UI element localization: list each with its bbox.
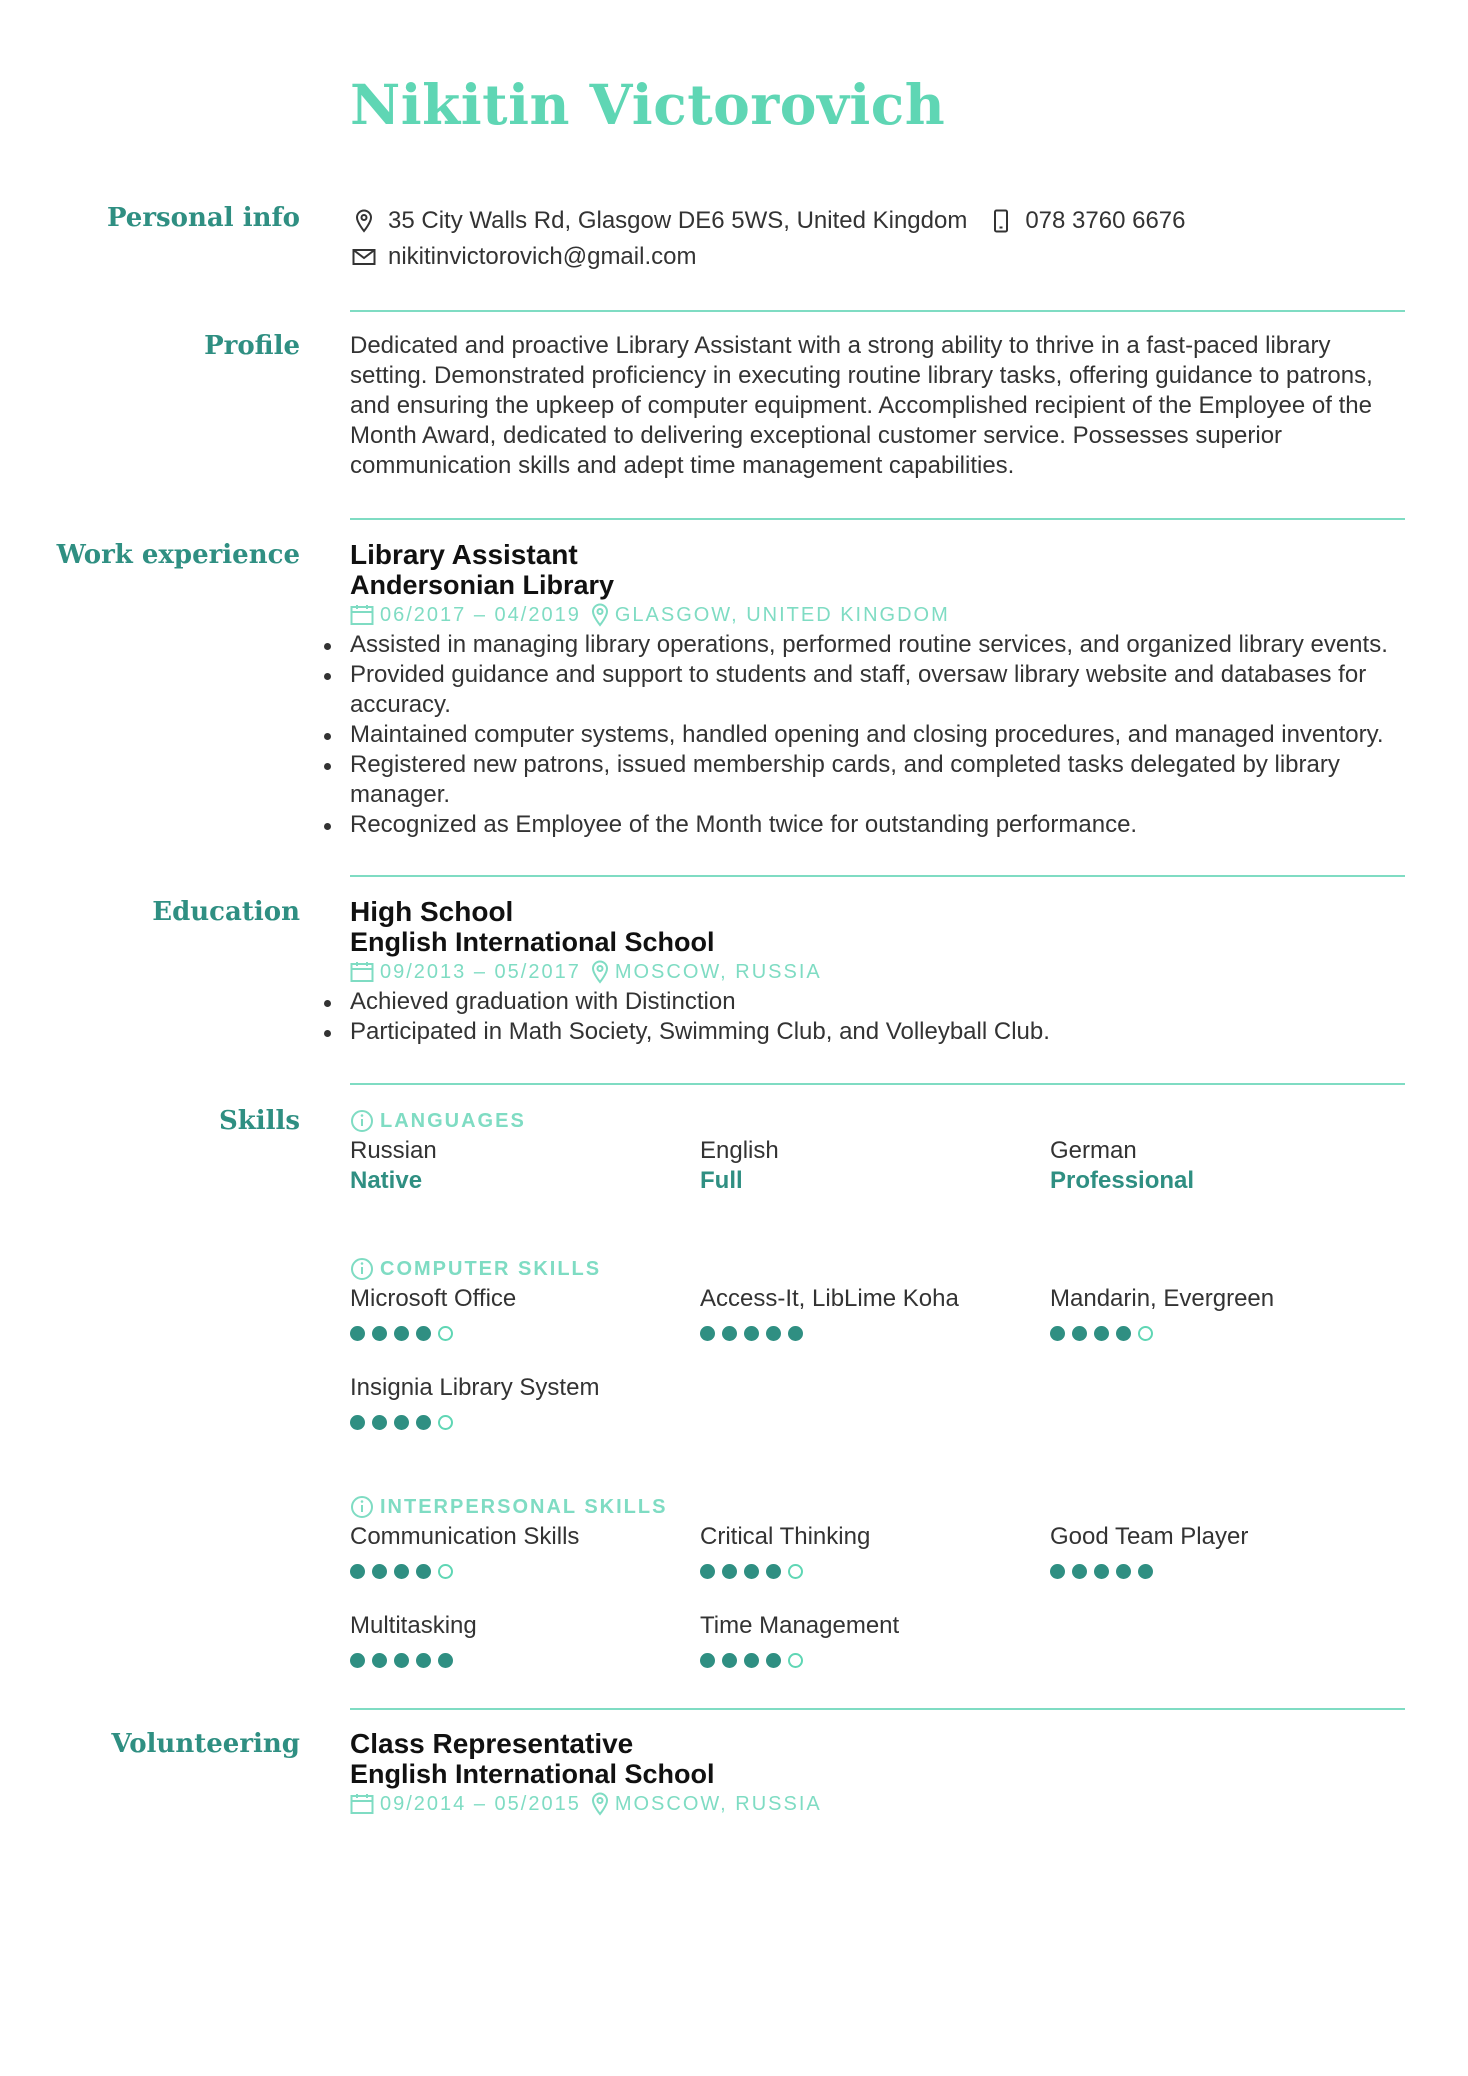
section-label-skills: Skills	[218, 1106, 300, 1136]
skill-rating	[700, 1653, 1050, 1668]
profile-line: and ensuring the upkeep of computer equipment. Accomplished recipient of the Employee of the	[350, 392, 1372, 419]
rating-dot-empty	[438, 1326, 453, 1341]
rating-dot-filled	[350, 1653, 365, 1668]
rating-dot-filled	[744, 1564, 759, 1579]
profile-line: setting. Demonstrated proficiency in executing routine library tasks, offering guidance to patrons,	[350, 362, 1373, 389]
skill-rating	[1050, 1564, 1400, 1579]
calendar-icon	[350, 1793, 374, 1815]
rating-dot-filled	[416, 1564, 431, 1579]
job-dates: 06/2017 – 04/2019	[380, 603, 581, 626]
rating-dot-filled	[1138, 1564, 1153, 1579]
rating-dot-filled	[1072, 1326, 1087, 1341]
skill-name: Access-It, LibLime Koha	[700, 1285, 959, 1312]
rating-dot-filled	[350, 1415, 365, 1430]
rating-dot-empty	[788, 1653, 803, 1668]
skill-name: Communication Skills	[350, 1523, 580, 1550]
rating-dot-filled	[372, 1653, 387, 1668]
rating-dot-filled	[766, 1564, 781, 1579]
employer-name: Andersonian Library	[350, 570, 615, 600]
language-level: Full	[700, 1167, 743, 1194]
rating-dot-filled	[394, 1326, 409, 1341]
location-pin-icon	[591, 1792, 609, 1816]
computer-skills-grid	[350, 1284, 1405, 1492]
info-icon	[350, 1109, 374, 1133]
language-level: Professional	[1050, 1167, 1195, 1194]
location-pin-icon	[350, 207, 378, 235]
location-pin-icon	[591, 960, 609, 984]
skill-rating	[1050, 1326, 1400, 1341]
info-icon	[350, 1257, 374, 1281]
rating-dot-filled	[700, 1564, 715, 1579]
rating-dot-filled	[438, 1653, 453, 1668]
education-dates: 09/2013 – 05/2017	[380, 960, 581, 983]
list-item: Recognized as Employee of the Month twice for outstanding performance.	[350, 810, 1405, 840]
volunteer-meta	[350, 1789, 1405, 1819]
rating-dot-filled	[416, 1415, 431, 1430]
profile-line: Month Award, dedicated to delivering exceptional customer service. Possesses superior	[350, 422, 1283, 449]
skill-item	[350, 1373, 700, 1430]
language-name: German	[1050, 1137, 1137, 1164]
rating-dot-filled	[766, 1653, 781, 1668]
language-level: Native	[350, 1167, 423, 1194]
rating-dot-filled	[1094, 1564, 1109, 1579]
divider	[350, 1083, 1405, 1085]
rating-dot-empty	[1138, 1326, 1153, 1341]
skill-rating	[350, 1653, 700, 1668]
rating-dot-filled	[350, 1326, 365, 1341]
rating-dot-filled	[1094, 1326, 1109, 1341]
skill-item	[350, 1522, 700, 1579]
list-item: Maintained computer systems, handled opening and closing procedures, and managed inventory.	[350, 720, 1405, 750]
list-item: Registered new patrons, issued membership cards, and completed tasks delegated by library manager.	[350, 750, 1405, 810]
list-item: Achieved graduation with Distinction	[350, 987, 1405, 1017]
skill-category-heading: INTERPERSONAL SKILLS	[380, 1495, 668, 1518]
calendar-icon	[350, 961, 374, 983]
rating-dot-filled	[722, 1326, 737, 1341]
rating-dot-filled	[372, 1564, 387, 1579]
language-item	[350, 1136, 700, 1196]
section-label-work-experience: Work experience	[56, 540, 300, 570]
rating-dot-filled	[700, 1326, 715, 1341]
rating-dot-empty	[788, 1564, 803, 1579]
skill-item	[350, 1284, 700, 1341]
language-name: English	[700, 1137, 779, 1164]
degree-title: High School	[350, 896, 514, 927]
rating-dot-filled	[722, 1564, 737, 1579]
skill-category-interpersonal	[350, 1492, 1405, 1522]
job-title: Library Assistant	[350, 539, 578, 570]
info-icon	[350, 1495, 374, 1519]
rating-dot-filled	[1116, 1326, 1131, 1341]
skill-item	[350, 1611, 700, 1668]
phone-text: 078 3760 6676	[1025, 207, 1186, 234]
rating-dot-filled	[394, 1653, 409, 1668]
calendar-icon	[350, 604, 374, 626]
list-item: Provided guidance and support to students and staff, oversaw library website and databases for accuracy.	[350, 660, 1405, 720]
section-label-personal-info: Personal info	[106, 203, 300, 233]
education-meta	[350, 957, 1405, 987]
rating-dot-filled	[722, 1653, 737, 1668]
rating-dot-filled	[744, 1326, 759, 1341]
phone-icon	[987, 207, 1015, 235]
rating-dot-filled	[416, 1653, 431, 1668]
job-bullets	[350, 630, 1405, 840]
skill-item	[700, 1611, 1050, 1668]
rating-dot-filled	[394, 1564, 409, 1579]
skill-category-languages	[350, 1106, 1405, 1136]
profile-line: communication skills and adept time management capabilities.	[350, 452, 1015, 479]
interpersonal-skills-grid	[350, 1522, 1405, 1682]
rating-dot-filled	[372, 1415, 387, 1430]
rating-dot-filled	[350, 1564, 365, 1579]
volunteer-role: Class Representative	[350, 1728, 634, 1759]
skill-category-computer	[350, 1254, 1405, 1284]
section-label-volunteering: Volunteering	[111, 1729, 300, 1759]
rating-dot-filled	[1072, 1564, 1087, 1579]
skill-name: Time Management	[700, 1612, 900, 1639]
language-item	[700, 1136, 1050, 1196]
skill-rating	[700, 1326, 1050, 1341]
rating-dot-empty	[438, 1564, 453, 1579]
profile-line: Dedicated and proactive Library Assistant with a strong ability to thrive in a fast-paced library	[350, 332, 1331, 359]
rating-dot-filled	[372, 1326, 387, 1341]
skill-rating	[350, 1326, 700, 1341]
volunteer-location: MOSCOW, RUSSIA	[614, 1792, 822, 1815]
list-item: Participated in Math Society, Swimming Club, and Volleyball Club.	[350, 1017, 1405, 1047]
skill-name: Good Team Player	[1050, 1523, 1249, 1550]
skill-item	[1050, 1284, 1400, 1341]
address-phone-row	[350, 203, 1405, 239]
mail-icon	[350, 243, 378, 271]
list-item: Assisted in managing library operations, performed routine services, and organized library events.	[350, 630, 1405, 660]
language-item	[1050, 1136, 1400, 1196]
divider	[350, 1708, 1405, 1710]
skill-name: Microsoft Office	[350, 1285, 517, 1312]
rating-dot-filled	[766, 1326, 781, 1341]
candidate-name: Nikitin Victorovich	[350, 72, 946, 137]
rating-dot-filled	[416, 1326, 431, 1341]
skill-item	[700, 1522, 1050, 1579]
skill-item	[1050, 1522, 1400, 1579]
education-bullets	[350, 987, 1405, 1047]
rating-dot-filled	[1050, 1326, 1065, 1341]
email-text: nikitinvictorovich@gmail.com	[388, 243, 697, 270]
rating-dot-filled	[1116, 1564, 1131, 1579]
skill-rating	[350, 1564, 700, 1579]
skill-name: Mandarin, Evergreen	[1050, 1285, 1275, 1312]
volunteer-organization: English International School	[350, 1759, 715, 1789]
rating-dot-filled	[394, 1415, 409, 1430]
section-label-education: Education	[152, 897, 300, 927]
divider	[350, 875, 1405, 877]
languages-grid	[350, 1136, 1405, 1254]
school-name: English International School	[350, 927, 715, 957]
job-location: GLASGOW, UNITED KINGDOM	[614, 603, 950, 626]
rating-dot-filled	[744, 1653, 759, 1668]
rating-dot-filled	[700, 1653, 715, 1668]
location-pin-icon	[591, 603, 609, 627]
skill-item	[700, 1284, 1050, 1341]
rating-dot-filled	[1050, 1564, 1065, 1579]
skill-name: Insignia Library System	[350, 1374, 600, 1401]
skill-name: Critical Thinking	[700, 1523, 871, 1550]
skill-rating	[700, 1564, 1050, 1579]
section-label-profile: Profile	[204, 331, 300, 361]
divider	[350, 518, 1405, 520]
job-meta	[350, 600, 1405, 630]
divider	[350, 310, 1405, 312]
rating-dot-filled	[788, 1326, 803, 1341]
rating-dot-empty	[438, 1415, 453, 1430]
skill-category-heading: COMPUTER SKILLS	[380, 1257, 602, 1280]
email-row	[350, 239, 1405, 275]
volunteer-dates: 09/2014 – 05/2015	[380, 1792, 581, 1815]
address-text: 35 City Walls Rd, Glasgow DE6 5WS, United Kingdom	[388, 207, 968, 234]
education-location: MOSCOW, RUSSIA	[614, 960, 822, 983]
skill-rating	[350, 1415, 700, 1430]
skill-name: Multitasking	[350, 1612, 477, 1639]
skill-category-heading: LANGUAGES	[380, 1109, 526, 1132]
language-name: Russian	[350, 1137, 437, 1164]
